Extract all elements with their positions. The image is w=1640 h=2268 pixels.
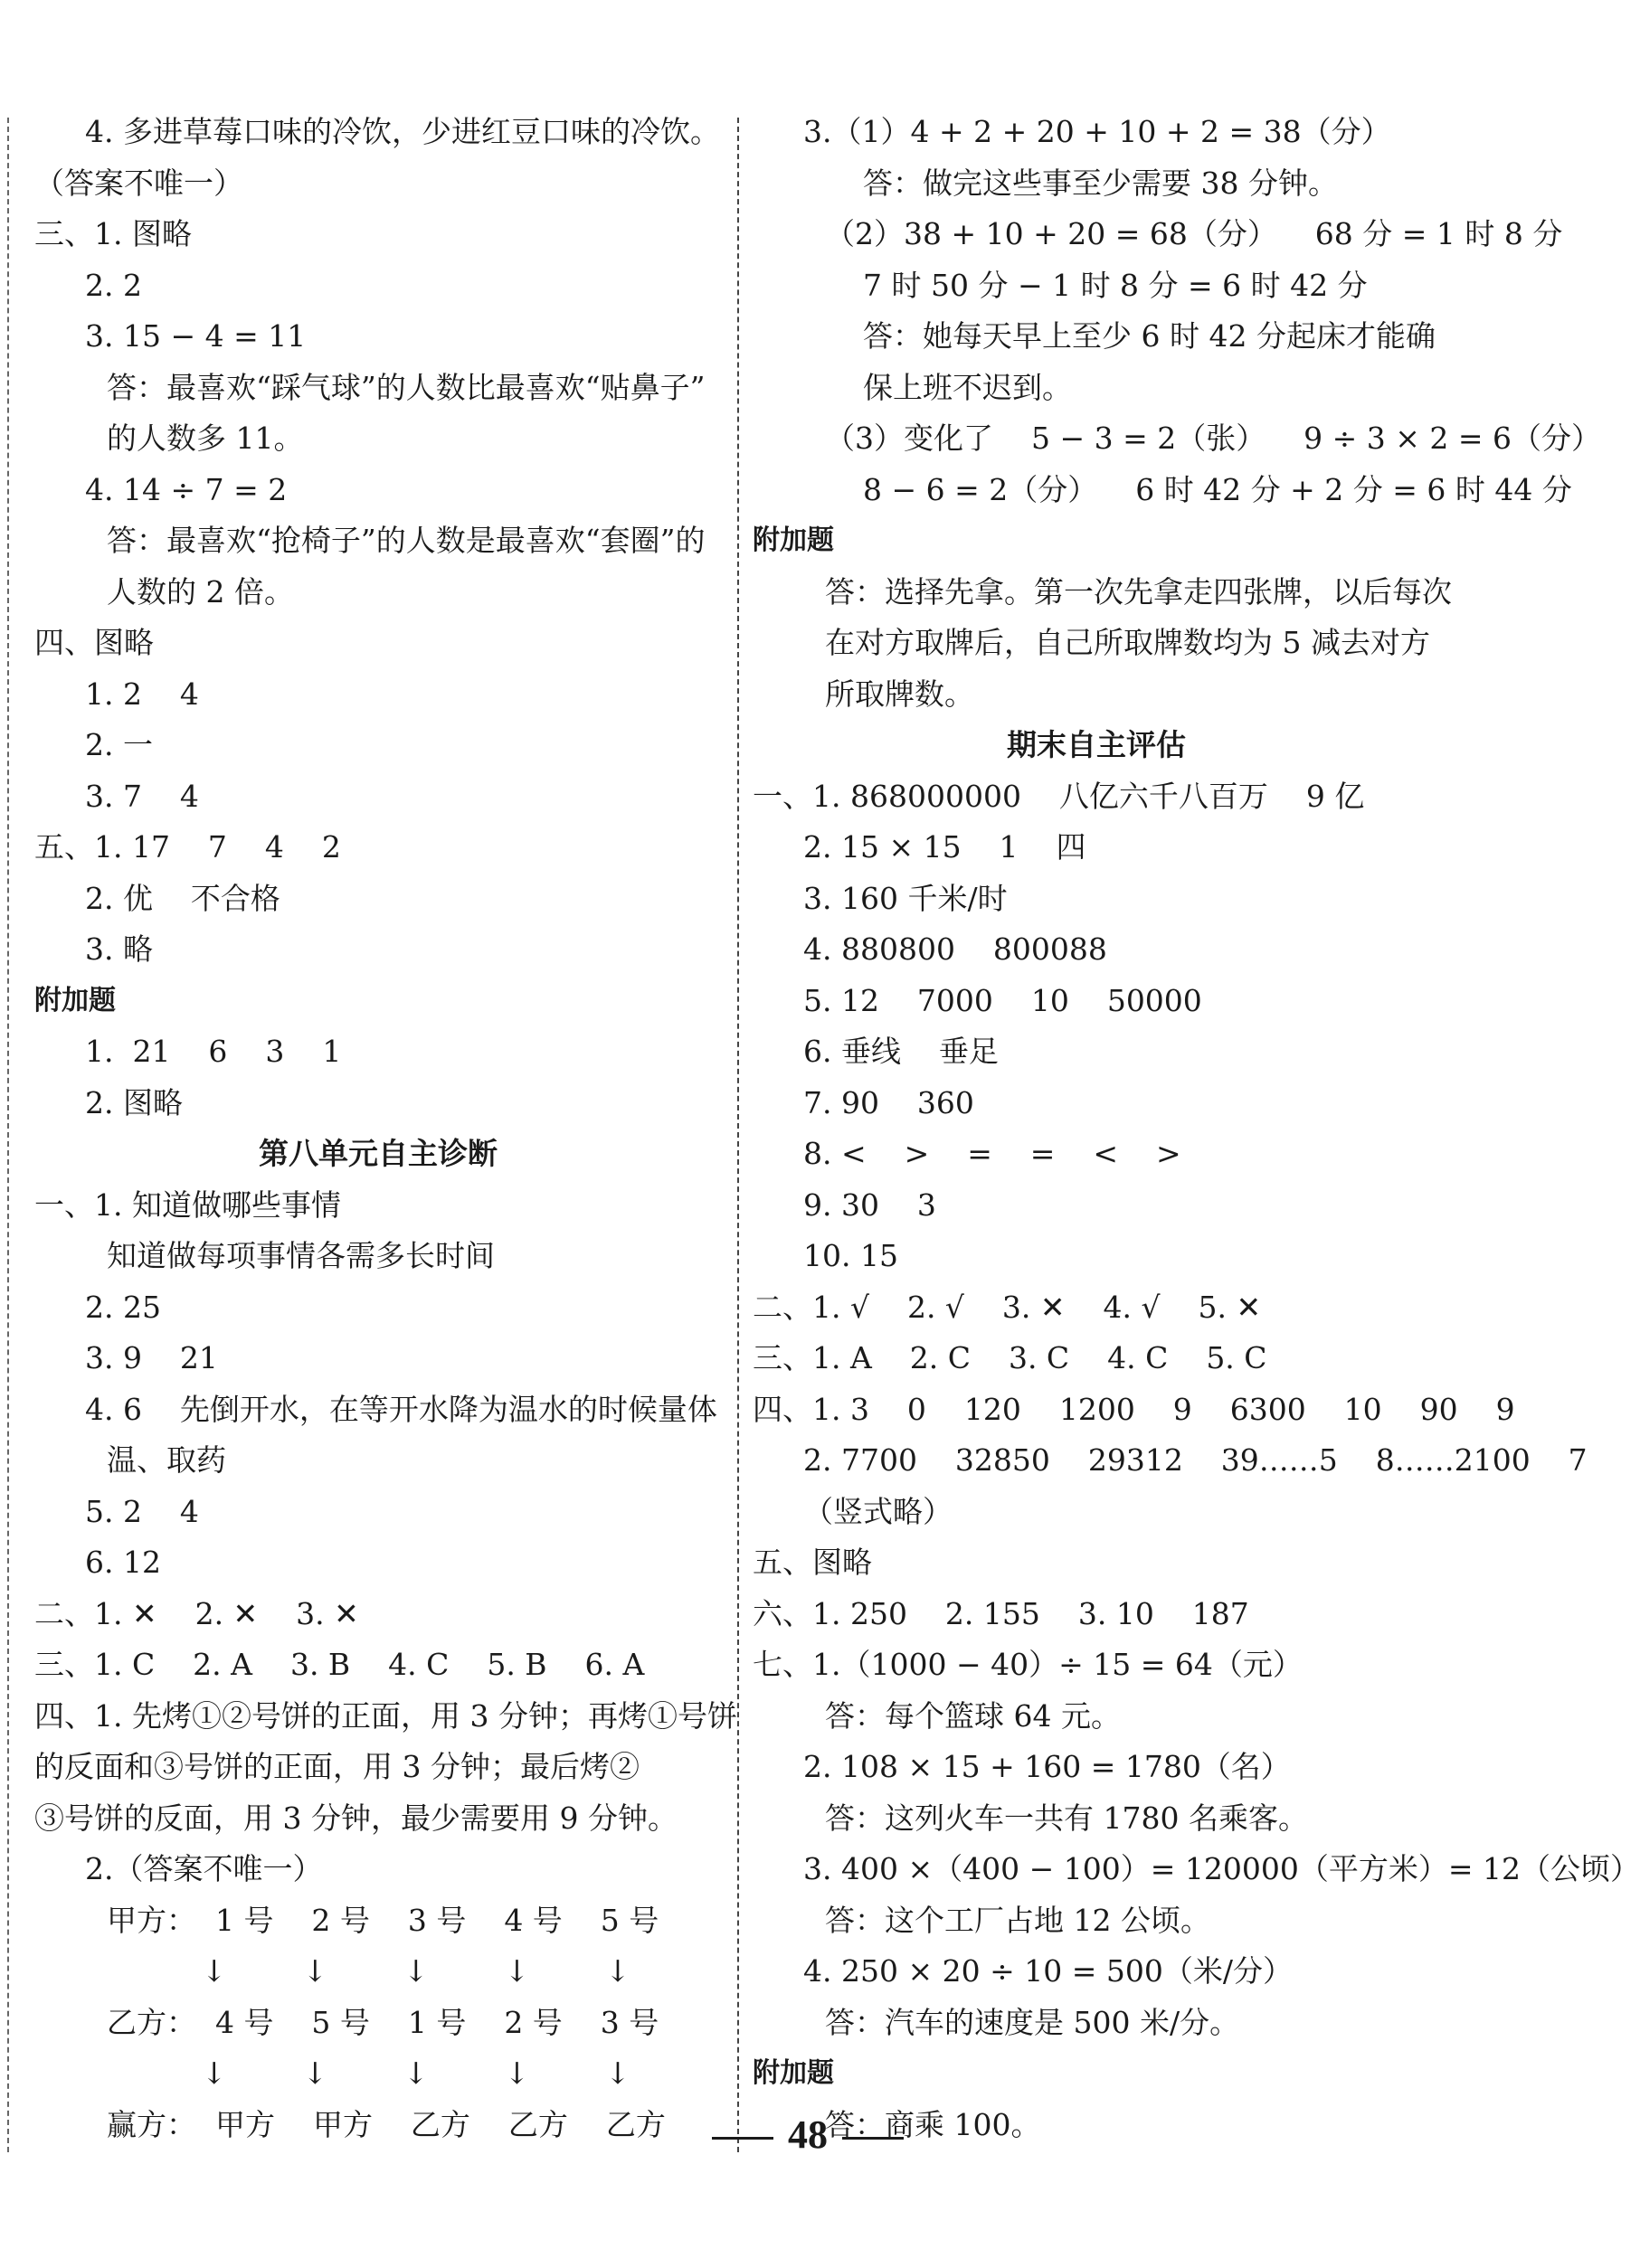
page-number: 48: [788, 2112, 828, 2157]
footer-dash-right: [842, 2137, 904, 2140]
right-column: [753, 107, 1640, 2150]
answer-line: 2. 2: [85, 267, 142, 303]
section-title: 第八单元自主诊断: [259, 1136, 498, 1171]
answer-line: 答：选择先拿。第一次先拿走四张牌，以后每次: [825, 573, 1452, 610]
answer-line: 一、1. 知道做哪些事情: [34, 1186, 341, 1223]
answer-line: ↓ ↓ ↓ ↓ ↓: [107, 1953, 630, 1989]
answer-line: 四、1. 先烤①②号饼的正面，用 3 分钟；再烤①号饼: [34, 1697, 737, 1734]
answer-line: 1. 21 6 3 1: [85, 1034, 342, 1069]
answer-line: 8. < > = = < >: [803, 1136, 1181, 1171]
answer-line: 二、1. √ 2. √ 3. ✕ 4. √ 5. ✕: [753, 1289, 1262, 1325]
answer-line: 人数的 2 倍。: [107, 573, 294, 610]
answer-line: 答：做完这些事至少需要 38 分钟。: [863, 165, 1338, 201]
answer-line: （3）变化了 5 − 3 = 2（张） 9 ÷ 3 × 2 = 6（分）: [825, 421, 1602, 456]
answer-line: 所取牌数。: [825, 676, 974, 712]
answer-line: 4. 多进草莓口味的冷饮，少进红豆口味的冷饮。: [85, 114, 720, 149]
answer-line: 3. 160 千米/时: [803, 880, 1008, 916]
answer-line: 4. 880800 800088: [803, 931, 1107, 967]
answer-line: 2. 108 × 15 + 160 = 1780（名）: [803, 1749, 1291, 1784]
answer-line: 6. 垂线 垂足: [803, 1034, 999, 1069]
answer-line: 答：这个工厂占地 12 公顷。: [825, 1902, 1210, 1938]
answer-line: 四、图略: [34, 625, 154, 660]
answer-line: 答：每个篮球 64 元。: [825, 1697, 1121, 1734]
answer-line: 四、1. 3 0 120 1200 9 6300 10 90 9: [753, 1391, 1515, 1427]
answer-line: 三、1. 图略: [34, 216, 192, 251]
section-heading: 附加题: [753, 2057, 834, 2089]
answer-line: 1. 2 4: [85, 676, 199, 712]
answer-line: 8 − 6 = 2（分） 6 时 42 分 + 2 分 = 6 时 44 分: [863, 471, 1572, 507]
page-number-footer: [0, 2112, 1616, 2158]
answer-line: 三、1. A 2. C 3. C 4. C 5. C: [753, 1340, 1267, 1375]
answer-line: 温、取药: [107, 1442, 226, 1478]
answer-line: 10. 15: [803, 1238, 898, 1273]
footer-dash-left: [712, 2137, 773, 2140]
answer-line: （答案不唯一）: [34, 165, 243, 201]
answer-line: 答：商乘 100。: [825, 2106, 1041, 2142]
answer-line: 七、1.（1000 − 40）÷ 15 = 64（元）: [753, 1647, 1303, 1682]
answer-line: （2）38 + 10 + 20 = 68（分） 68 分 = 1 时 8 分: [825, 216, 1563, 251]
answer-line: 2. 25: [85, 1289, 161, 1325]
answer-line: 赢方： 甲方 甲方 乙方 乙方 乙方: [107, 2106, 666, 2142]
answer-line: （竖式略）: [803, 1493, 953, 1529]
answer-line: 三、1. C 2. A 3. B 4. C 5. B 6. A: [34, 1647, 645, 1682]
answer-line: 知道做每项事情各需多长时间: [107, 1238, 495, 1273]
answer-line: 6. 12: [85, 1545, 161, 1580]
answer-line: 一、1. 868000000 八亿六千八百万 9 亿: [753, 778, 1365, 814]
section-heading: 附加题: [34, 984, 116, 1016]
answer-line: 3. 15 − 4 = 11: [85, 318, 307, 354]
answer-line: 2. 7700 32850 29312 39……5 8……2100 7: [803, 1442, 1588, 1478]
answer-line: 2. 图略: [85, 1084, 183, 1120]
answer-line: 3. 7 4: [85, 778, 199, 814]
answer-line: 答：她每天早上至少 6 时 42 分起床才能确: [863, 318, 1436, 354]
answer-line: 的人数多 11。: [107, 421, 304, 456]
answer-line: 甲方： 1 号 2 号 3 号 4 号 5 号: [107, 1902, 659, 1938]
answer-line: 7 时 50 分 − 1 时 8 分 = 6 时 42 分: [863, 267, 1368, 303]
answer-line: 在对方取牌后，自己所取牌数均为 5 减去对方: [825, 625, 1430, 660]
answer-line: 的反面和③号饼的正面，用 3 分钟；最后烤②: [34, 1749, 640, 1784]
answer-line: 六、1. 250 2. 155 3. 10 187: [753, 1595, 1249, 1631]
answer-line: 答：最喜欢“抢椅子”的人数是最喜欢“套圈”的: [107, 523, 706, 558]
column-divider: [737, 118, 739, 2152]
left-column: [34, 107, 737, 2150]
answer-line: 答：最喜欢“踩气球”的人数比最喜欢“贴鼻子”: [107, 369, 706, 405]
answer-line: 3. 400 ×（400 − 100）= 120000（平方米）= 12（公顷）: [803, 1851, 1640, 1886]
answer-line: 五、图略: [753, 1545, 872, 1580]
answer-line: 3.（1）4 + 2 + 20 + 10 + 2 = 38（分）: [803, 114, 1391, 149]
answer-line: 答：汽车的速度是 500 米/分。: [825, 2004, 1240, 2040]
answer-line: 9. 30 3: [803, 1186, 936, 1223]
answer-line: 4. 6 先倒开水，在等开水降为温水的时候量体: [85, 1391, 717, 1427]
answer-line: 答：这列火车一共有 1780 名乘客。: [825, 1800, 1308, 1836]
answer-line: 2. 15 × 15 1 四: [803, 829, 1086, 865]
answer-line: 2. 优 不合格: [85, 880, 280, 916]
answer-line: ③号饼的反面，用 3 分钟，最少需要用 9 分钟。: [34, 1800, 678, 1836]
answer-line: 4. 14 ÷ 7 = 2: [85, 471, 288, 507]
section-title: 期末自主评估: [1007, 727, 1186, 762]
answer-line: 5. 2 4: [85, 1493, 199, 1529]
answer-line: 五、1. 17 7 4 2: [34, 829, 341, 865]
answer-line: ↓ ↓ ↓ ↓ ↓: [107, 2055, 630, 2091]
answer-line: 4. 250 × 20 ÷ 10 = 500（米/分）: [803, 1953, 1293, 1989]
answer-line: 7. 90 360: [803, 1084, 974, 1120]
answer-line: 保上班不迟到。: [863, 369, 1072, 405]
answer-line: 2.（答案不唯一）: [85, 1851, 323, 1886]
left-margin-rule: [7, 118, 9, 2152]
answer-line: 3. 9 21: [85, 1340, 218, 1375]
answer-line: 3. 略: [85, 931, 153, 967]
answer-line: 乙方： 4 号 5 号 1 号 2 号 3 号: [107, 2004, 659, 2040]
answer-line: 5. 12 7000 10 50000: [803, 982, 1202, 1018]
section-heading: 附加题: [753, 524, 834, 556]
answer-line: 二、1. ✕ 2. ✕ 3. ✕: [34, 1595, 359, 1631]
answer-line: 2. 一: [85, 727, 153, 762]
